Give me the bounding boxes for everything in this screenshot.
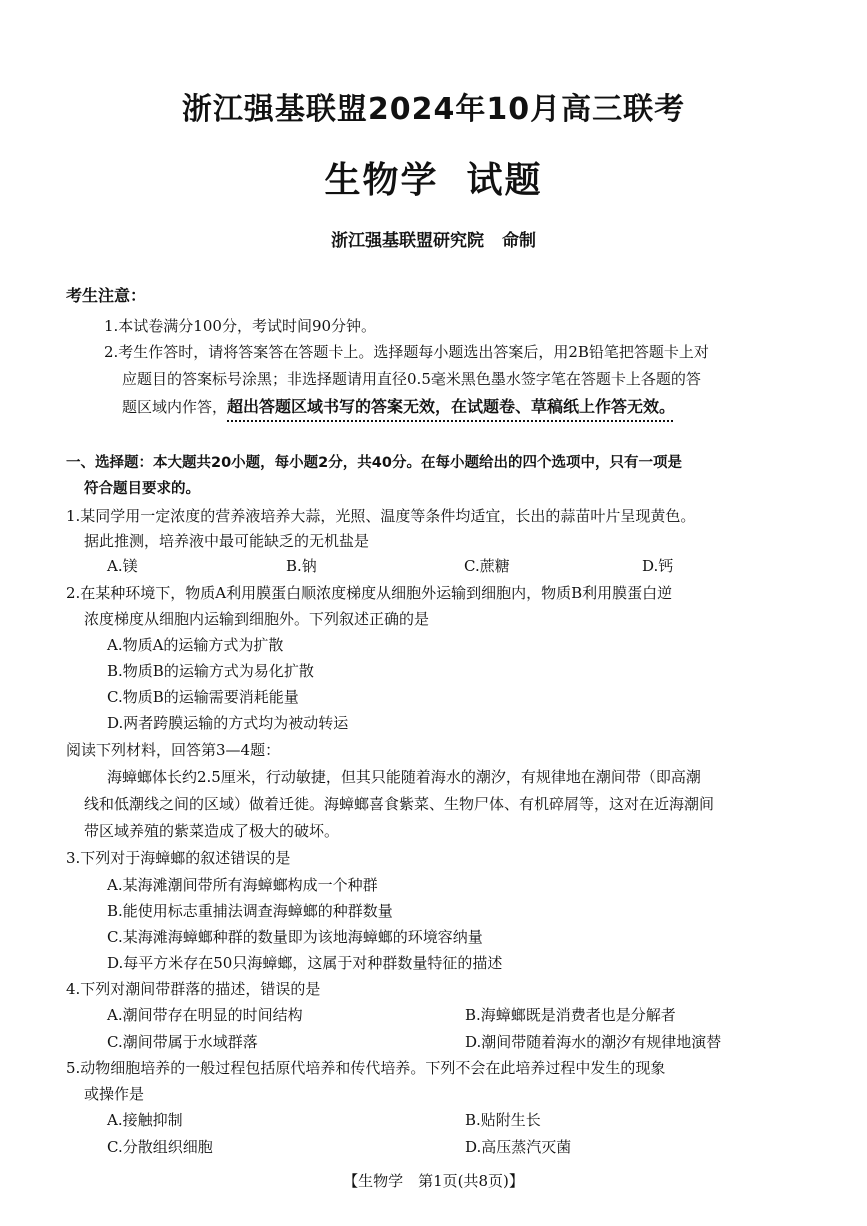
question-4-option-c: C.潮间带属于水域群落 [107, 1033, 258, 1051]
question-5-option-a: A.接触抑制 [107, 1111, 183, 1129]
question-1-option-d: D.钙 [642, 557, 674, 575]
question-5-line-1: 5.动物细胞培养的一般过程包括原代培养和传代培养。下列不会在此培养过程中发生的现象 [66, 1059, 666, 1077]
notice-item-2-line-3 [122, 397, 675, 417]
subject-title [0, 152, 867, 203]
author-name: 浙江强基联盟研究院 [331, 231, 484, 251]
material-intro: 阅读下列材料，回答第3—4题： [66, 741, 281, 759]
question-2-line-2: 浓度梯度从细胞内运输到细胞外。下列叙述正确的是 [84, 610, 430, 628]
question-3-stem: 3.下列对于海蟑螂的叙述错误的是 [66, 849, 291, 867]
question-5-line-2: 或操作是 [84, 1085, 145, 1103]
question-3-option-d: D.每平方米存在50只海蟑螂，这属于对种群数量特征的描述 [107, 954, 503, 972]
question-5-option-b: B.贴附生长 [465, 1111, 541, 1129]
material-line-3: 带区域养殖的紫菜造成了极大的破坏。 [84, 822, 340, 840]
question-4-option-b: B.海蟑螂既是消费者也是分解者 [465, 1006, 676, 1024]
exam-title: 浙江强基联盟2024年10月高三联考 [181, 92, 686, 127]
question-4-option-d: D.潮间带随着海水的潮汐有规律地演替 [465, 1033, 722, 1051]
question-2-option-b: B.物质B的运输方式为易化扩散 [107, 662, 314, 680]
question-5-option-d: D.高压蒸汽灭菌 [465, 1138, 572, 1156]
page-footer: 【生物学 第1页(共8页)】 [343, 1172, 524, 1190]
notice-item-1: 1.本试卷满分100分，考试时间90分钟。 [104, 317, 377, 335]
author-suffix: 命制 [502, 231, 536, 251]
question-1-line-2: 据此推测，培养液中最可能缺乏的无机盐是 [84, 532, 370, 550]
subject-name: 生物学 [324, 160, 439, 201]
subject-suffix: 试题 [466, 160, 543, 201]
notice-item-2-line-3-text: 题区域内作答， [122, 398, 228, 416]
notice-item-2-line-1: 2.考生作答时，请将答案答在答题卡上。选择题每小题选出答案后，用2B铅笔把答题卡上对 [104, 343, 709, 361]
question-3-option-c: C.某海滩海蟑螂种群的数量即为该地海蟑螂的环境容纳量 [107, 928, 483, 946]
question-1-option-b: B.钠 [286, 557, 317, 575]
section-1-heading-line-2: 符合题目要求的。 [84, 481, 200, 497]
notice-emphasis: 超出答题区域书写的答案无效，在试题卷、草稿纸上作答无效。 [227, 397, 676, 416]
question-2-option-d: D.两者跨膜运输的方式均为被动转运 [107, 714, 349, 732]
question-5-option-c: C.分散组织细胞 [107, 1138, 213, 1156]
material-line-2: 线和低潮线之间的区域）做着迁徙。海蟑螂喜食紫菜、生物尸体、有机碎屑等，这对在近海潮间 [84, 795, 715, 813]
question-2-option-c: C.物质B的运输需要消耗能量 [107, 688, 299, 706]
question-4-stem: 4.下列对潮间带群落的描述，错误的是 [66, 980, 321, 998]
question-1-line-1: 1.某同学用一定浓度的营养液培养大蒜，光照、温度等条件均适宜，长出的蒜苗叶片呈现黄色。 [66, 507, 696, 525]
question-2-option-a: A.物质A的运输方式为扩散 [107, 636, 284, 654]
question-3-option-b: B.能使用标志重捕法调查海蟑螂的种群数量 [107, 902, 393, 920]
author-line [0, 226, 867, 251]
question-1-option-a: A.镁 [107, 557, 138, 575]
question-3-option-a: A.某海滩潮间带所有海蟑螂构成一个种群 [107, 876, 378, 894]
question-4-option-a: A.潮间带存在明显的时间结构 [107, 1006, 303, 1024]
notice-item-2-line-2: 应题目的答案标号涂黑；非选择题请用直径0.5毫米黑色墨水签字笔在答题卡上各题的答 [122, 370, 701, 388]
notice-heading: 考生注意： [66, 286, 147, 305]
question-1-option-c: C.蔗糖 [464, 557, 510, 575]
section-1-heading-line-1: 一、选择题：本大题共20小题，每小题2分，共40分。在每小题给出的四个选项中，只有一项是 [66, 455, 682, 471]
material-line-1: 海蟑螂体长约2.5厘米，行动敏捷，但其只能随着海水的潮汐，有规律地在潮间带（即高潮 [107, 768, 701, 786]
question-2-line-1: 2.在某种环境下，物质A利用膜蛋白顺浓度梯度从细胞外运输到细胞内，物质B利用膜蛋白逆 [66, 584, 673, 602]
